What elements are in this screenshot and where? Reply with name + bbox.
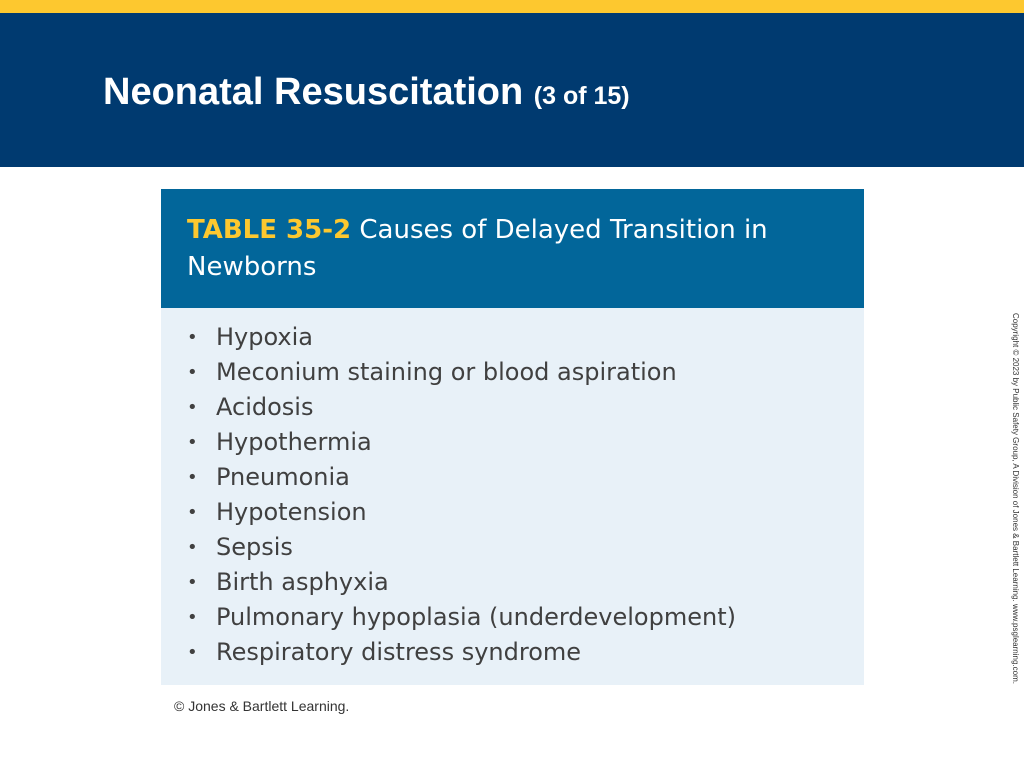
list-item bbox=[187, 355, 736, 390]
list-item bbox=[187, 635, 736, 670]
source-credit: © Jones & Bartlett Learning. bbox=[174, 698, 350, 714]
list-item bbox=[187, 425, 736, 460]
list-item-label: Acidosis bbox=[216, 393, 314, 421]
bullet-icon: • bbox=[187, 572, 198, 593]
table-heading bbox=[187, 212, 847, 286]
table-header bbox=[161, 189, 864, 308]
table-number: TABLE 35-2 bbox=[187, 215, 352, 245]
slide-title-main: Neonatal Resuscitation bbox=[103, 71, 524, 113]
bullet-icon: • bbox=[187, 467, 198, 488]
bullet-icon: • bbox=[187, 537, 198, 558]
list-item bbox=[187, 460, 736, 495]
list-item-label: Respiratory distress syndrome bbox=[216, 638, 582, 666]
causes-table bbox=[161, 189, 864, 685]
bullet-icon: • bbox=[187, 432, 198, 453]
bullet-icon: • bbox=[187, 607, 198, 628]
list-item bbox=[187, 390, 736, 425]
slide-title-counter: (3 of 15) bbox=[533, 82, 630, 110]
list-item bbox=[187, 530, 736, 565]
list-item-label: Pulmonary hypoplasia (underdevelopment) bbox=[216, 603, 736, 631]
bullet-icon: • bbox=[187, 327, 198, 348]
table-caption: Causes of Delayed Transition in Newborns bbox=[187, 215, 768, 282]
slide-title bbox=[103, 70, 630, 118]
bullet-icon: • bbox=[187, 642, 198, 663]
cause-list bbox=[187, 320, 736, 670]
list-item-label: Hypothermia bbox=[216, 428, 372, 456]
bullet-icon: • bbox=[187, 362, 198, 383]
list-item-label: Pneumonia bbox=[216, 463, 350, 491]
list-item-label: Meconium staining or blood aspiration bbox=[216, 358, 677, 386]
list-item bbox=[187, 320, 736, 355]
list-item-label: Sepsis bbox=[216, 533, 293, 561]
list-item bbox=[187, 565, 736, 600]
accent-stripe bbox=[0, 0, 1024, 13]
list-item bbox=[187, 495, 736, 530]
list-item-label: Hypotension bbox=[216, 498, 367, 526]
list-item-label: Hypoxia bbox=[216, 323, 314, 351]
bullet-icon: • bbox=[187, 502, 198, 523]
list-item bbox=[187, 600, 736, 635]
list-item-label: Birth asphyxia bbox=[216, 568, 389, 596]
bullet-icon: • bbox=[187, 397, 198, 418]
side-copyright: Copyright © 2023 by Public Safety Group, A Division of Jones & Bartlett Learning. www.psglearning.com. bbox=[1011, 313, 1020, 684]
